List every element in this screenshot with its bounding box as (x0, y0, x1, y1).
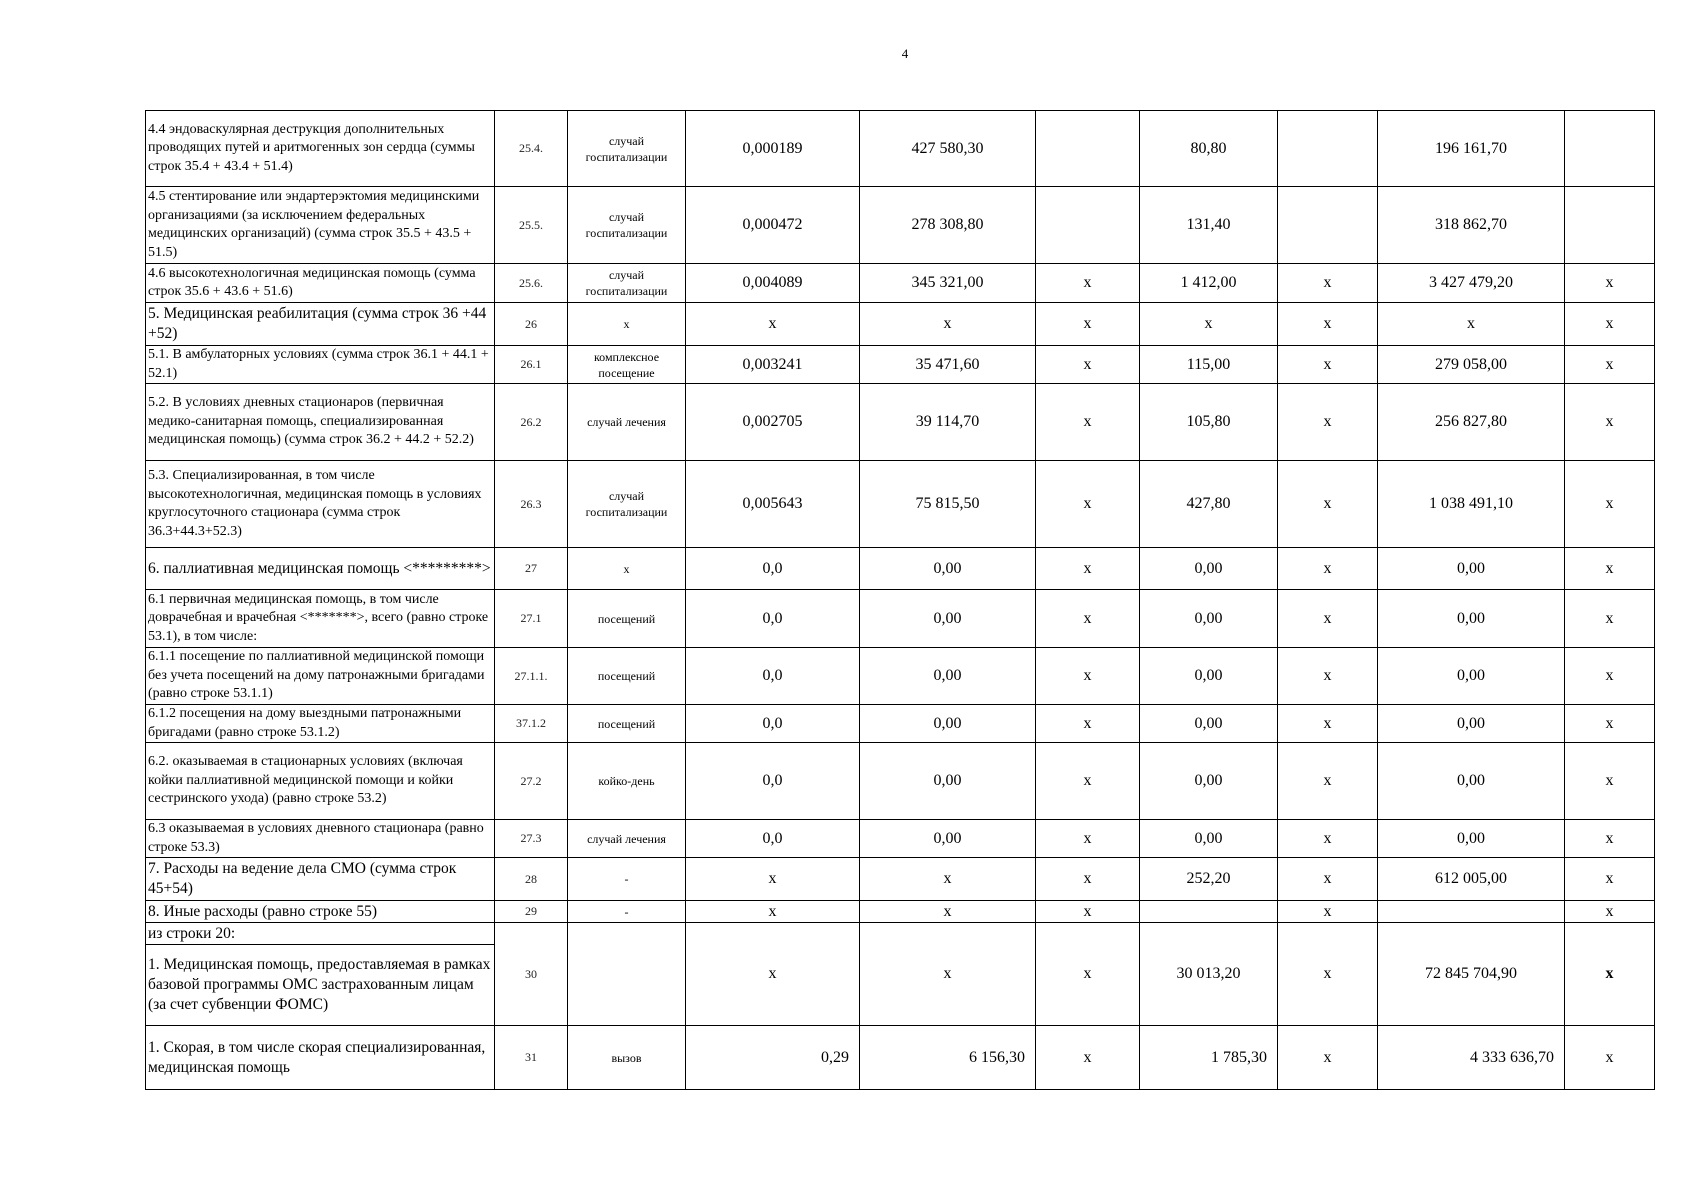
row-value-c7 (1565, 111, 1655, 187)
row-value-c2: x (860, 858, 1036, 901)
table-row (146, 858, 1655, 901)
row-value-c6: x (1378, 303, 1565, 346)
row-value-c1: x (686, 901, 860, 923)
row-value-c7: x (1565, 384, 1655, 461)
last-row-value-c7: x (1565, 1026, 1655, 1090)
row-value-c6: 0,00 (1378, 548, 1565, 590)
table-row (146, 303, 1655, 346)
last-row-value-c1: 0,29 (686, 1026, 860, 1090)
row-value-c7: x (1565, 590, 1655, 648)
row-value-c5: x (1278, 820, 1378, 858)
row-value-c7: x (1565, 461, 1655, 548)
row-name: 4.5 стентирование или эндартерэктомия медицинскими организациями (за исключением федеральных медицинских организаций) (сумма строк 35.5 + 43.5 + 51.5) (146, 187, 495, 264)
row-unit: случай госпитализации (568, 187, 686, 264)
row-unit: случай госпитализации (568, 111, 686, 187)
table-row (146, 384, 1655, 461)
row-code: 37.1.2 (495, 705, 568, 743)
row-unit: - (568, 858, 686, 901)
row-value-c4 (1140, 901, 1278, 923)
row-value-c4: 0,00 (1140, 548, 1278, 590)
last-row-code: 31 (495, 1026, 568, 1090)
row-unit: койко-день (568, 743, 686, 820)
row-code: 26.3 (495, 461, 568, 548)
row-name: 5. Медицинская реабилитация (сумма строк 36 +44 +52) (146, 303, 495, 346)
row-value-c4: 131,40 (1140, 187, 1278, 264)
row-value-c1: 0,0 (686, 820, 860, 858)
row-value-c1: 0,003241 (686, 346, 860, 384)
table-row (146, 901, 1655, 923)
row-name: 6. паллиативная медицинская помощь <*********> (146, 548, 495, 590)
row-value-c4: 0,00 (1140, 743, 1278, 820)
row-value-c5: x (1278, 858, 1378, 901)
table-row (146, 590, 1655, 648)
row-name: 5.1. В амбулаторных условиях (сумма строк 36.1 + 44.1 + 52.1) (146, 346, 495, 384)
row-value-c7: x (1565, 858, 1655, 901)
row-value-c2: 0,00 (860, 648, 1036, 705)
row-value-c3: x (1036, 461, 1140, 548)
row-value-c3: x (1036, 648, 1140, 705)
row-value-c3: x (1036, 590, 1140, 648)
section-code: 30 (495, 923, 568, 1026)
row-value-c5: x (1278, 743, 1378, 820)
row-value-c1: 0,0 (686, 548, 860, 590)
row-value-c2: 39 114,70 (860, 384, 1036, 461)
row-code: 26.2 (495, 384, 568, 461)
row-value-c6: 256 827,80 (1378, 384, 1565, 461)
row-value-c2: 75 815,50 (860, 461, 1036, 548)
row-value-c5: x (1278, 346, 1378, 384)
row-value-c7 (1565, 187, 1655, 264)
table-row (146, 743, 1655, 820)
row-value-c2: 0,00 (860, 705, 1036, 743)
row-value-c4: 252,20 (1140, 858, 1278, 901)
row-unit: случай госпитализации (568, 461, 686, 548)
row-value-c5 (1278, 187, 1378, 264)
row-value-c3: x (1036, 346, 1140, 384)
row-value-c1: 0,0 (686, 648, 860, 705)
row-value-c2: x (860, 303, 1036, 346)
row-value-c7: x (1565, 548, 1655, 590)
row-code: 27.1.1. (495, 648, 568, 705)
row-value-c6: 612 005,00 (1378, 858, 1565, 901)
row-value-c1: 0,000472 (686, 187, 860, 264)
row-code: 25.5. (495, 187, 568, 264)
row-name: 6.1.1 посещение по паллиативной медицинской помощи без учета посещений на дому патронажными бригадами (равно строке 53.1.1) (146, 648, 495, 705)
row-name: 6.3 оказываемая в условиях дневного стационара (равно строке 53.3) (146, 820, 495, 858)
row-value-c2: 35 471,60 (860, 346, 1036, 384)
row-value-c5: x (1278, 384, 1378, 461)
table-row (146, 820, 1655, 858)
row-value-c6: 3 427 479,20 (1378, 264, 1565, 303)
row-code: 25.4. (495, 111, 568, 187)
table-row (146, 548, 1655, 590)
table-row (146, 1026, 1655, 1090)
row-value-c5: x (1278, 901, 1378, 923)
table-row (146, 648, 1655, 705)
row-value-c5: x (1278, 264, 1378, 303)
row-value-c2: 345 321,00 (860, 264, 1036, 303)
row-code: 25.6. (495, 264, 568, 303)
row-name: 7. Расходы на ведение дела СМО (сумма строк 45+54) (146, 858, 495, 901)
table-row (146, 461, 1655, 548)
row-value-c3: x (1036, 858, 1140, 901)
row-name: 5.2. В условиях дневных стационаров (первичная медико-санитарная помощь, специализированная медицинская помощь) (сумма строк 36.2 + 44.2 + 52.2) (146, 384, 495, 461)
row-value-c3: x (1036, 303, 1140, 346)
row-value-c3: x (1036, 743, 1140, 820)
table-body (146, 111, 1655, 1090)
row-value-c3: x (1036, 264, 1140, 303)
row-value-c6 (1378, 901, 1565, 923)
section-c6: 72 845 704,90 (1378, 923, 1565, 1026)
row-unit: комплексное посещение (568, 346, 686, 384)
row-value-c4: 0,00 (1140, 820, 1278, 858)
row-value-c7: x (1565, 743, 1655, 820)
row-code: 27.3 (495, 820, 568, 858)
row-unit: x (568, 303, 686, 346)
row-value-c4: 0,00 (1140, 705, 1278, 743)
row-value-c1: 0,0 (686, 590, 860, 648)
row-name: 4.6 высокотехнологичная медицинская помощь (сумма строк 35.6 + 43.6 + 51.6) (146, 264, 495, 303)
row-value-c5 (1278, 111, 1378, 187)
row-name: 6.2. оказываемая в стационарных условиях (включая койки паллиативной медицинской помощи и койки сестринского ухода) (равно строке 53.2) (146, 743, 495, 820)
row-code: 29 (495, 901, 568, 923)
row-value-c6: 0,00 (1378, 743, 1565, 820)
table-row (146, 346, 1655, 384)
row-value-c6: 0,00 (1378, 648, 1565, 705)
section-unit (568, 923, 686, 1026)
section-subheading: из строки 20: (146, 923, 495, 945)
row-value-c1: 0,004089 (686, 264, 860, 303)
row-value-c3: x (1036, 820, 1140, 858)
section-c1: x (686, 923, 860, 1026)
row-value-c5: x (1278, 648, 1378, 705)
row-value-c5: x (1278, 705, 1378, 743)
row-value-c4: 105,80 (1140, 384, 1278, 461)
last-row-value-c5: x (1278, 1026, 1378, 1090)
row-value-c3: x (1036, 548, 1140, 590)
row-value-c3 (1036, 187, 1140, 264)
row-value-c4: 427,80 (1140, 461, 1278, 548)
row-value-c6: 0,00 (1378, 705, 1565, 743)
row-value-c6: 318 862,70 (1378, 187, 1565, 264)
page-number: 4 (901, 46, 909, 61)
row-value-c2: 278 308,80 (860, 187, 1036, 264)
row-value-c1: x (686, 303, 860, 346)
row-unit: - (568, 901, 686, 923)
row-value-c3: x (1036, 705, 1140, 743)
row-unit: случай лечения (568, 820, 686, 858)
section-c3: x (1036, 923, 1140, 1026)
row-value-c2: 427 580,30 (860, 111, 1036, 187)
row-unit: посещений (568, 648, 686, 705)
row-value-c4: 0,00 (1140, 648, 1278, 705)
row-unit: посещений (568, 705, 686, 743)
row-value-c7: x (1565, 303, 1655, 346)
row-value-c4: 115,00 (1140, 346, 1278, 384)
row-value-c1: 0,000189 (686, 111, 860, 187)
last-row-name: 1. Скорая, в том числе скорая специализированная, медицинская помощь (146, 1026, 495, 1090)
row-code: 26 (495, 303, 568, 346)
row-value-c7: x (1565, 901, 1655, 923)
row-name: 4.4 эндоваскулярная деструкция дополнительных проводящих путей и аритмогенных зон сердца (суммы строк 35.4 + 43.4 + 51.4) (146, 111, 495, 187)
row-value-c4: 80,80 (1140, 111, 1278, 187)
row-value-c5: x (1278, 548, 1378, 590)
row-value-c6: 0,00 (1378, 820, 1565, 858)
table-row (146, 923, 1655, 945)
row-value-c3: x (1036, 901, 1140, 923)
row-unit: посещений (568, 590, 686, 648)
section-c4: 30 013,20 (1140, 923, 1278, 1026)
row-value-c7: x (1565, 820, 1655, 858)
row-value-c6: 196 161,70 (1378, 111, 1565, 187)
row-value-c6: 0,00 (1378, 590, 1565, 648)
last-row-value-c2: 6 156,30 (860, 1026, 1036, 1090)
section-c2: x (860, 923, 1036, 1026)
row-code: 27 (495, 548, 568, 590)
row-value-c1: 0,0 (686, 705, 860, 743)
row-value-c1: x (686, 858, 860, 901)
row-name: 5.3. Специализированная, в том числе высокотехнологичная, медицинская помощь в условиях круглосуточного стационара (сумма строк 36.3+44.3+52.3) (146, 461, 495, 548)
row-unit: x (568, 548, 686, 590)
row-value-c7: x (1565, 264, 1655, 303)
row-value-c5: x (1278, 303, 1378, 346)
row-value-c7: x (1565, 648, 1655, 705)
row-value-c2: 0,00 (860, 590, 1036, 648)
table-row (146, 264, 1655, 303)
row-value-c1: 0,002705 (686, 384, 860, 461)
row-code: 27.1 (495, 590, 568, 648)
row-value-c2: 0,00 (860, 743, 1036, 820)
row-unit: случай госпитализации (568, 264, 686, 303)
row-code: 26.1 (495, 346, 568, 384)
row-code: 28 (495, 858, 568, 901)
section-c5: x (1278, 923, 1378, 1026)
row-name: 6.1 первичная медицинская помощь, в том числе доврачебная и врачебная <*******>, всего (равно строке 53.1), в том числе: (146, 590, 495, 648)
row-value-c5: x (1278, 461, 1378, 548)
row-value-c2: 0,00 (860, 820, 1036, 858)
section-name: 1. Медицинская помощь, предоставляемая в рамках базовой программы ОМС застрахованным лицам (за счет субвенции ФОМС) (146, 945, 495, 1026)
row-value-c4: 0,00 (1140, 590, 1278, 648)
row-value-c1: 0,0 (686, 743, 860, 820)
row-value-c3: x (1036, 384, 1140, 461)
row-name: 6.1.2 посещения на дому выездными патронажными бригадами (равно строке 53.1.2) (146, 705, 495, 743)
row-value-c7: x (1565, 705, 1655, 743)
data-table (145, 110, 1655, 1090)
row-value-c2: 0,00 (860, 548, 1036, 590)
last-row-value-c4: 1 785,30 (1140, 1026, 1278, 1090)
row-value-c6: 1 038 491,10 (1378, 461, 1565, 548)
row-value-c7: x (1565, 346, 1655, 384)
last-row-unit: вызов (568, 1026, 686, 1090)
table-row (146, 111, 1655, 187)
table-row (146, 187, 1655, 264)
row-code: 27.2 (495, 743, 568, 820)
section-c7: x (1565, 923, 1655, 1026)
row-value-c4: 1 412,00 (1140, 264, 1278, 303)
row-value-c6: 279 058,00 (1378, 346, 1565, 384)
row-unit: случай лечения (568, 384, 686, 461)
row-value-c4: x (1140, 303, 1278, 346)
row-value-c3 (1036, 111, 1140, 187)
row-value-c5: x (1278, 590, 1378, 648)
last-row-value-c6: 4 333 636,70 (1378, 1026, 1565, 1090)
row-name: 8. Иные расходы (равно строке 55) (146, 901, 495, 923)
last-row-value-c3: x (1036, 1026, 1140, 1090)
table-row (146, 705, 1655, 743)
row-value-c2: x (860, 901, 1036, 923)
row-value-c1: 0,005643 (686, 461, 860, 548)
